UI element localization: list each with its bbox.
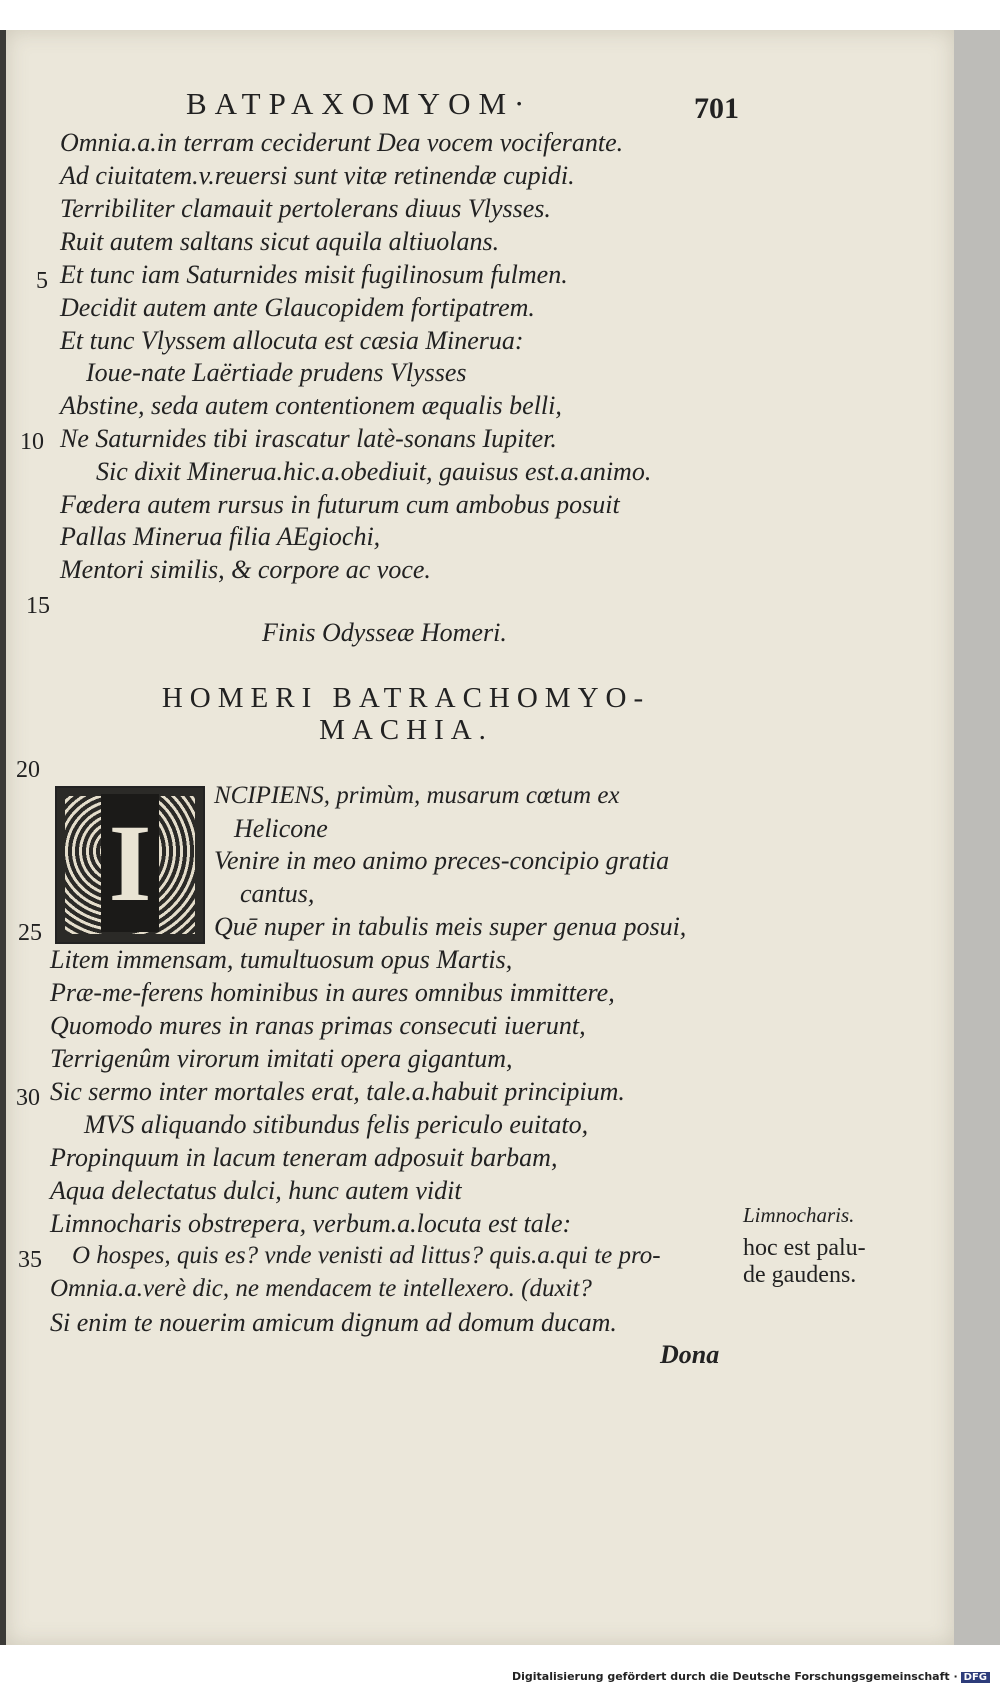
poem-line: Quomodo mures in ranas primas consecuti iuerunt, xyxy=(50,1011,586,1040)
marginal-note: de gaudens. xyxy=(743,1262,857,1288)
line-number: 30 xyxy=(16,1085,40,1111)
poem-line: Helicone xyxy=(234,814,328,843)
line-number: 5 xyxy=(36,268,48,294)
marginal-note: Limnocharis. xyxy=(743,1203,855,1227)
poem-line: cantus, xyxy=(240,879,315,908)
text-line: Et tunc Vlyssem allocuta est cæsia Minerua: xyxy=(60,326,524,355)
line-number: 35 xyxy=(18,1247,42,1273)
text-line: Ruit autem saltans sicut aquila altiuolans. xyxy=(60,227,500,256)
poem-line: Aqua delectatus dulci, hunc autem vidit xyxy=(50,1176,462,1205)
section-title: HOMERI BATRACHOMYO- xyxy=(161,682,651,714)
poem-line: Venire in meo animo preces-concipio gratia xyxy=(214,846,670,875)
text-line: Decidit autem ante Glaucopidem fortipatrem. xyxy=(60,293,535,322)
text-line: Ne Saturnides tibi irascatur latè-sonans Iupiter. xyxy=(60,424,557,453)
catchword: Dona xyxy=(660,1340,720,1369)
poem-line: Propinquum in lacum teneram adposuit barbam, xyxy=(50,1143,558,1172)
footer-credit xyxy=(512,1670,990,1683)
poem-line: Litem immensam, tumultuosum opus Martis, xyxy=(50,945,513,974)
poem-line: Sic sermo inter mortales erat, tale.a.habuit principium. xyxy=(50,1077,625,1106)
text-line: Mentori similis, & corpore ac voce. xyxy=(60,555,431,584)
top-bar xyxy=(0,0,1000,30)
poem-line: Præ-me-ferens hominibus in aures omnibus immittere, xyxy=(50,978,615,1007)
marginal-note: hoc est palu- xyxy=(743,1235,866,1261)
text-line: Pallas Minerua filia AEgiochi, xyxy=(60,522,381,551)
initial-letter: I xyxy=(101,794,159,932)
finis-line: Finis Odysseæ Homeri. xyxy=(262,618,507,647)
poem-line: MVS aliquando sitibundus felis periculo euitato, xyxy=(84,1110,589,1139)
poem-line: Terrigenûm virorum imitati opera gigantum, xyxy=(50,1044,513,1073)
poem-line: Si enim te nouerim amicum dignum ad domum ducam. xyxy=(50,1308,617,1337)
section-title-continued: MACHIA. xyxy=(319,714,493,746)
decorated-initial xyxy=(55,786,205,944)
running-title: BATPAXOMYOM· xyxy=(186,86,533,121)
line-number: 10 xyxy=(20,429,44,455)
line-number: 25 xyxy=(18,920,42,946)
text-line: Terribiliter clamauit pertolerans diuus Vlysses. xyxy=(60,194,551,223)
text-line: Ad ciuitatem.v.reuersi sunt vitæ retinendæ cupidi. xyxy=(60,161,575,190)
line-number: 15 xyxy=(26,593,50,619)
footer-text: Digitalisierung gefördert durch die Deutsche Forschungsgemeinschaft · xyxy=(511,1670,958,1683)
text-line: Fœdera autem rursus in futurum cum ambobus posuit xyxy=(60,490,620,519)
page-number: 701 xyxy=(694,92,739,125)
dfg-logo-icon: DFG xyxy=(961,1672,990,1683)
text-line: Et tunc iam Saturnides misit fugilinosum fulmen. xyxy=(60,260,568,289)
poem-line: NCIPIENS, primùm, musarum cœtum ex xyxy=(214,782,620,809)
poem-line: Limnocharis obstrepera, verbum.a.locuta est tale: xyxy=(50,1209,572,1238)
poem-line: O hospes, quis es? vnde venisti ad littus? quis.a.qui te pro- xyxy=(72,1242,661,1269)
text-line: Ioue-nate Laërtiade prudens Vlysses xyxy=(86,358,467,387)
text-line: Sic dixit Minerua.hic.a.obediuit, gauisus est.a.animo. xyxy=(96,457,652,486)
line-number: 20 xyxy=(16,757,40,783)
poem-line: Quē nuper in tabulis meis super genua posui, xyxy=(214,912,687,941)
text-line: Omnia.a.in terram ceciderunt Dea vocem vociferante. xyxy=(60,128,624,157)
text-line: Abstine, seda autem contentionem æqualis belli, xyxy=(60,391,562,420)
poem-line: Omnia.a.verè dic, ne mendacem te intellexero. (duxit? xyxy=(50,1275,592,1302)
